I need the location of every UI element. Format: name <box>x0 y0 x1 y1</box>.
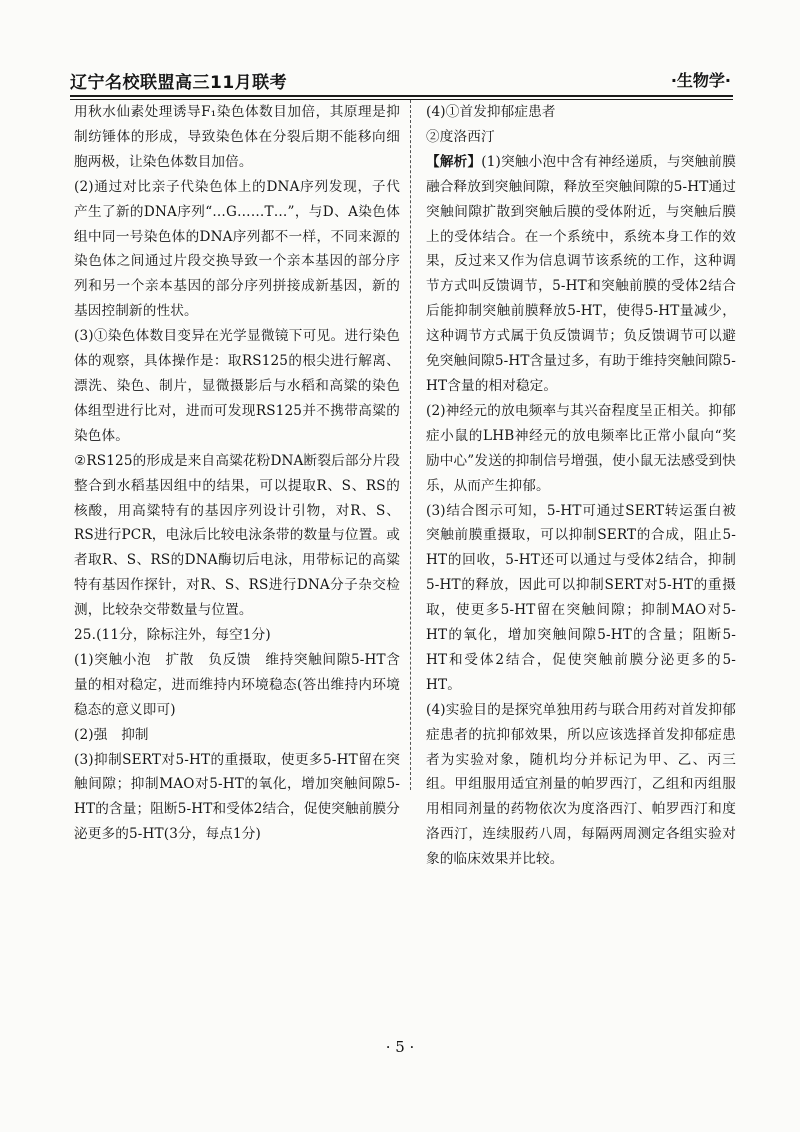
analysis-paragraph <box>426 150 736 399</box>
analysis-paragraph: (3)结合图示可知，5-HT可通过SERT转运蛋白被突触前膜重摄取，可以抑制SERT的合成，阻止5-HT的回收，5-HT还可以通过与受体2结合，抑制5-HT的释放，因此可以抑制SERT对5-HT的重摄取，使更多5-HT留在突触间隙；抑制MAO对5-HT的氧化，增加突触间隙5-HT的含量；阻断5-HT和受体2结合，促使突触前膜分泌更多的5-HT。 <box>426 502 736 693</box>
answer-paragraph: (2)通过对比亲子代染色体上的DNA序列发现，子代产生了新的DNA序列“…G……T…”，与D、A染色体组中同一号染色体的DNA序列都不一样，不同来源的染色体之间通过片段交换导致一个亲本基因的部分序列和另一个亲本基因的部分序列拼接成新基因，新的基因控制新的性状。 <box>74 178 400 320</box>
column-divider <box>410 100 411 790</box>
analysis-paragraph: (4)实验目的是探究单独用药与联合用药对首发抑郁症患者的抗抑郁效果，所以应该选择首发抑郁症患者为实验对象，随机均分并标记为甲、乙、丙三组。甲组服用适宜剂量的帕罗西汀，乙组和丙组服用相同剂量的药物依次为度洛西汀、帕罗西汀和度洛西汀，连续服药八周，每隔两周测定各组实验对象的临床效果并比较。 <box>426 701 736 868</box>
answer-paragraph: 用秋水仙素处理诱导F₁染色体数目加倍，其原理是抑制纺锤体的形成，导致染色体在分裂后期不能移向细胞两极，让染色体数目加倍。 <box>74 104 400 170</box>
header-rule-thick <box>70 95 733 97</box>
answer-paragraph: ②RS125的形成是来自高粱花粉DNA断裂后部分片段整合到水稻基因组中的结果，可以提取R、S、RS的核酸，用高粱特有的基因序列设计引物，对R、S、RS进行PCR，电泳后比较电泳条带的数量与位置。或者取R、S、RS的DNA酶切后电泳，用带标记的高粱特有基因作探针，对R、S、RS进行DNA分子杂交检测，比较杂交带数量与位置。 <box>74 452 400 619</box>
analysis-tag: 【解析】 <box>426 153 482 170</box>
answer-paragraph: ②度洛西汀 <box>426 128 495 145</box>
exam-title: 辽宁名校联盟高三11月联考 <box>70 73 288 93</box>
page-number: · 5 · <box>385 1038 415 1056</box>
analysis-paragraph: (2)神经元的放电频率与其兴奋程度呈正相关。抑郁症小鼠的LHB神经元的放电频率比正常小鼠向“奖励中心”发送的抑制信号增强，使小鼠无法感受到快乐，从而产生抑郁。 <box>426 402 736 494</box>
left-column <box>74 100 400 847</box>
answer-paragraph: (1)突触小泡 扩散 负反馈 维持突触间隙5-HT含量的相对稳定，进而维持内环境稳态(答出维持内环境稳态的意义即可) <box>74 651 400 718</box>
answer-paragraph: (4)①首发抑郁症患者 <box>426 104 556 120</box>
analysis-text: (1)突触小泡中含有神经递质，与突触前膜融合释放到突触间隙，释放至突触间隙的5-HT通过突触间隙扩散到突触后膜的受体附近，与突触后膜上的受体结合。在一个系统中，系统本身工作的效果，反过来又作为信息调节该系统的工作，这种调节方式叫反馈调节，5-HT和突触前膜的受体2结合后能抑制突触前膜释放5-HT，使得5-HT量减少，这种调节方式属于负反馈调节；负反馈调节可以避免突触间隙5-HT含量过多，有助于维持突触间隙5-HT含量的相对稳定。 <box>426 153 736 394</box>
answer-paragraph: (3)①染色体数目变异在光学显微镜下可见。进行染色体的观察，具体操作是：取RS125的根尖进行解离、漂洗、染色、制片，显微摄影后与水稻和高粱的染色体组型进行比对，进而可发现RS125并不携带高粱的染色体。 <box>74 328 400 444</box>
question-25-heading: 25.(11分，除标注外，每空1分) <box>74 627 271 644</box>
page-header <box>70 62 733 96</box>
answer-paragraph: (3)抑制SERT对5-HT的重摄取，使更多5-HT留在突触间隙；抑制MAO对5-HT的氧化，增加突触间隙5-HT的含量；阻断5-HT和受体2结合，促使突触前膜分泌更多的5-HT(3分，每点1分) <box>74 751 400 843</box>
subject-label: ·生物学· <box>670 71 731 90</box>
right-column <box>426 100 736 872</box>
answer-paragraph: (2)强 抑制 <box>74 726 149 743</box>
